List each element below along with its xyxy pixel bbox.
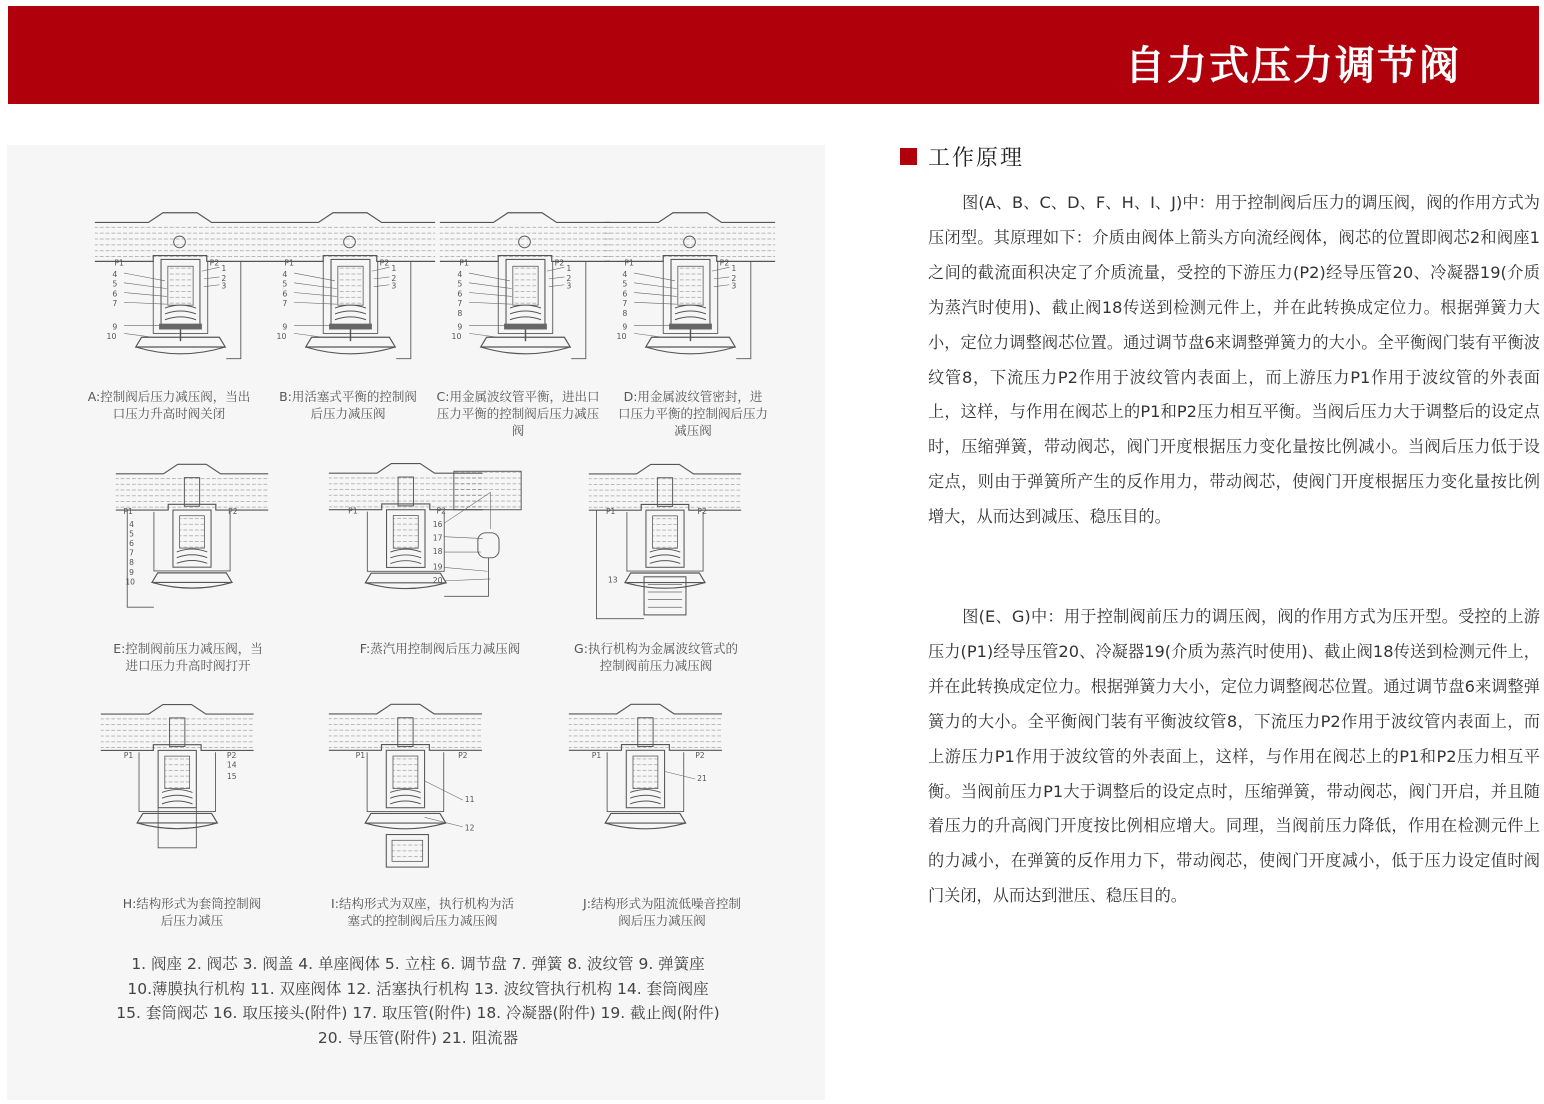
label-p2: P2 bbox=[379, 258, 390, 268]
legend-line: 1. 阀座 2. 阀芯 3. 阀盖 4. 单座阀体 5. 立柱 6. 调节盘 7. 弹簧 8. 波纹管 9. 弹簧座 bbox=[131, 955, 705, 973]
header-bar bbox=[8, 6, 1539, 104]
label-p1: P1 bbox=[284, 258, 294, 268]
label-6: 6 bbox=[129, 539, 134, 549]
label-9: 9 bbox=[457, 322, 463, 332]
label-1: 1 bbox=[221, 264, 227, 274]
legend-line: 10.薄膜执行机构 11. 双座阀体 12. 活塞执行机构 13. 波纹管执行机构 14. 套筒阀座 bbox=[127, 979, 709, 998]
page-title: 自力式压力调节阀 bbox=[1125, 43, 1461, 89]
figure-c-drawing bbox=[435, 208, 615, 378]
label-8: 8 bbox=[457, 308, 463, 318]
label-3: 3 bbox=[566, 281, 572, 291]
label-10: 10 bbox=[616, 332, 627, 342]
label-p1: P1 bbox=[348, 506, 358, 516]
label-4: 4 bbox=[112, 269, 118, 279]
section-title: 工作原理 bbox=[928, 146, 1025, 171]
label-9: 9 bbox=[129, 567, 134, 577]
figure-g-caption: G:执行机构为金属波纹管式的控制阀前压力减压阀 bbox=[574, 641, 738, 673]
label-p2: P2 bbox=[209, 258, 220, 268]
label-p1: P1 bbox=[355, 750, 366, 760]
legend-line: 15. 套筒阀芯 16. 取压接头(附件) 17. 取压管(附件) 18. 冷凝器(附件) 19. 截止阀(附件) bbox=[116, 1004, 720, 1022]
label-10: 10 bbox=[276, 332, 287, 342]
label-4: 4 bbox=[457, 269, 463, 279]
label-17: 17 bbox=[432, 533, 443, 543]
label-2: 2 bbox=[221, 273, 227, 283]
label-9: 9 bbox=[622, 322, 628, 332]
label-2: 2 bbox=[566, 273, 572, 283]
label-19: 19 bbox=[432, 562, 443, 572]
label-p2: P2 bbox=[228, 506, 238, 516]
label-1: 1 bbox=[391, 264, 397, 274]
label-3: 3 bbox=[731, 281, 737, 291]
label-p1: P1 bbox=[123, 751, 134, 761]
label-6: 6 bbox=[622, 289, 628, 299]
label-1: 1 bbox=[731, 264, 737, 274]
label-7: 7 bbox=[622, 299, 628, 309]
label-6: 6 bbox=[282, 289, 288, 299]
label-p1: P1 bbox=[459, 258, 469, 268]
parts-legend bbox=[0, 952, 836, 1050]
paragraph-principle-1 bbox=[928, 186, 1540, 535]
label-p2: P2 bbox=[554, 258, 565, 268]
paragraph-text: 图(E、G)中：用于控制阀前压力的调压阀，阀的作用方式为压开型。受控的上游压力(P1)经导压管20、冷凝器19(介质为蒸汽时使用)、截止阀18传送到检测元件上，并在此转换成定位力。根据弹簧力大小，定位力调整阀芯位置。通过调节盘6来调整弹簧力的大小。全平衡阀门装有平衡波纹管8，下流压力P2作用于波纹管内表面上，而上游压力P1作用于波纹管的外表面上，这样，与作用在阀芯上的P1和P2压力相互平衡。当阀前压力P1大于调整后的设定点时，压缩弹簧，带动阀芯，阀门开启，并且随着压力的升高阀门开度按比例相应增大。同理，当阀前压力降低，作用在检测元件上的力减小，在弹簧的反作用力下，带动阀芯，使阀门开度减小，低于压力设定值时阀门关闭，从而达到泄压、稳压目的。 bbox=[928, 607, 1540, 906]
figure-f-drawing bbox=[325, 458, 525, 623]
label-4: 4 bbox=[129, 520, 134, 530]
figure-h-caption: H:结构形式为套筒控制阀后压力减压 bbox=[122, 896, 262, 928]
figure-b-drawing bbox=[260, 208, 440, 378]
label-6: 6 bbox=[112, 289, 118, 299]
label-10: 10 bbox=[125, 577, 136, 587]
heading-marker-icon bbox=[900, 148, 917, 165]
figure-i-drawing bbox=[325, 698, 505, 883]
figure-e-caption: E:控制阀前压力减压阀，当进口压力升高时阀打开 bbox=[113, 641, 263, 673]
label-5: 5 bbox=[129, 529, 134, 539]
label-20: 20 bbox=[432, 575, 443, 585]
label-p1: P1 bbox=[123, 506, 133, 516]
label-10: 10 bbox=[106, 332, 117, 342]
figure-c-caption: C:用金属波纹管平衡，进出口压力平衡的控制阀后压力减压阀 bbox=[436, 389, 600, 438]
figure-i-caption: I:结构形式为双座，执行机构为活塞式的控制阀后压力减压阀 bbox=[331, 896, 514, 928]
figure-e-drawing bbox=[112, 458, 272, 623]
label-15: 15 bbox=[226, 772, 237, 782]
label-7: 7 bbox=[282, 299, 288, 309]
figure-f-caption: F:蒸汽用控制阀后压力减压阀 bbox=[359, 641, 521, 656]
figure-b-caption: B:用活塞式平衡的控制阀后压力减压阀 bbox=[279, 389, 417, 421]
figure-j-caption: J:结构形式为阻流低噪音控制阀后压力减压阀 bbox=[583, 896, 741, 928]
label-7: 7 bbox=[129, 548, 134, 558]
paragraph-text: 图(A、B、C、D、F、H、I、J)中：用于控制阀后压力的调压阀，阀的作用方式为压闭型。其原理如下：介质由阀体上箭头方向流经阀体，阀芯的位置即阀芯2和阀座1之间的截流面积决定了介质流量，受控的下游压力(P2)经导压管20、冷凝器19(介质为蒸汽时使用)、截止阀18传送到检测元件上，并在此转换成定位力。根据弹簧力大小，定位力调整阀芯位置。通过调节盘6来调整弹簧力的大小。全平衡阀门装有平衡波纹管8，下流压力P2作用于波纹管内表面上，而上游压力P1作用于波纹管的外表面上，这样，与作用在阀芯上的P1和P2压力相互平衡。当阀后压力大于调整后的设定点时，压缩弹簧，带动阀芯，阀门开度根据压力变化量按比例减小。当阀后压力低于设定点，则由于弹簧所产生的反作用力，带动阀芯，使阀门开度根据压力变化量按比例增大，从而达到减压、稳压目的。 bbox=[928, 193, 1540, 527]
label-p2: P2 bbox=[695, 750, 705, 760]
paragraph-principle-2 bbox=[928, 600, 1540, 914]
label-2: 2 bbox=[731, 273, 737, 283]
label-5: 5 bbox=[282, 279, 288, 289]
label-9: 9 bbox=[112, 322, 118, 332]
label-16: 16 bbox=[432, 520, 443, 530]
figure-g-drawing bbox=[585, 458, 745, 628]
label-18: 18 bbox=[432, 546, 443, 556]
label-p2: P2 bbox=[719, 258, 730, 268]
label-7: 7 bbox=[457, 299, 463, 309]
figure-d-drawing bbox=[600, 208, 780, 378]
label-p2: P2 bbox=[226, 751, 237, 761]
label-8: 8 bbox=[129, 558, 134, 568]
label-3: 3 bbox=[391, 281, 397, 291]
label-p2: P2 bbox=[458, 750, 468, 760]
label-4: 4 bbox=[622, 269, 628, 279]
label-1: 1 bbox=[566, 264, 572, 274]
label-5: 5 bbox=[457, 279, 463, 289]
label-4: 4 bbox=[282, 269, 288, 279]
label-6: 6 bbox=[457, 289, 463, 299]
figure-j-drawing bbox=[565, 698, 745, 883]
label-10: 10 bbox=[451, 332, 462, 342]
label-p1: P1 bbox=[605, 506, 616, 516]
label-9: 9 bbox=[282, 322, 288, 332]
figure-a-drawing bbox=[90, 208, 270, 378]
label-13: 13 bbox=[607, 575, 618, 585]
legend-line: 20. 导压管(附件) 21. 阻流器 bbox=[317, 1028, 519, 1047]
label-7: 7 bbox=[112, 299, 118, 309]
label-12: 12 bbox=[464, 823, 475, 833]
label-11: 11 bbox=[464, 794, 475, 804]
label-21: 21 bbox=[697, 773, 707, 783]
figure-d-caption: D:用金属波纹管密封，进口压力平衡的控制阀后压力减压阀 bbox=[618, 389, 769, 438]
label-5: 5 bbox=[622, 279, 628, 289]
label-p1: P1 bbox=[624, 258, 634, 268]
label-p1: P1 bbox=[114, 258, 124, 268]
label-8: 8 bbox=[622, 308, 628, 318]
figure-h-drawing bbox=[97, 698, 267, 883]
label-14: 14 bbox=[226, 760, 237, 770]
label-p2: P2 bbox=[436, 506, 447, 516]
label-3: 3 bbox=[221, 281, 227, 291]
label-2: 2 bbox=[391, 273, 397, 283]
label-5: 5 bbox=[112, 279, 118, 289]
section-heading bbox=[900, 141, 1024, 172]
label-p1: P1 bbox=[591, 750, 602, 760]
figure-a-caption: A:控制阀后压力减压阀，当出口压力升高时阀关闭 bbox=[87, 389, 251, 421]
label-p2: P2 bbox=[697, 506, 707, 516]
